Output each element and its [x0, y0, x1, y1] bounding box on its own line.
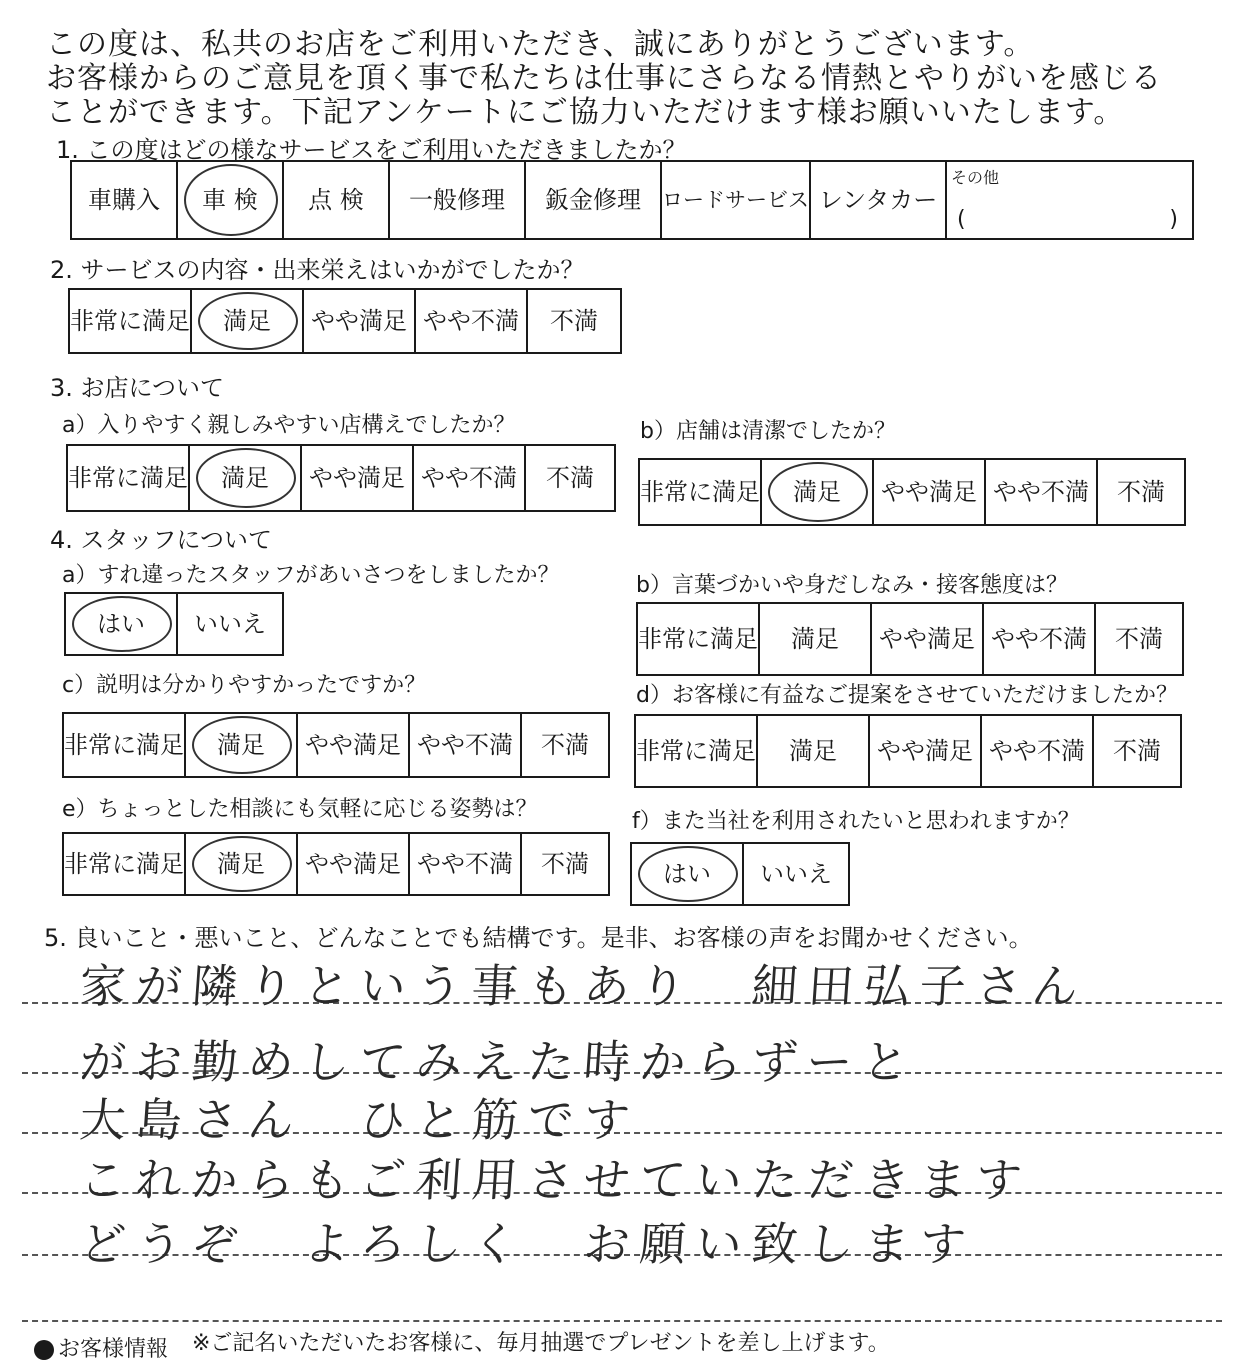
q4e-question: e）ちょっとした相談にも気軽に応じる姿勢は？ — [62, 797, 538, 822]
q4f-option-selected[interactable]: はい — [631, 843, 743, 905]
q1-other-parens: ( ) — [957, 207, 1178, 232]
q5-question: 5. 良いこと・悪いこと、どんなことでも結構です。是非、お客様の声をお聞かせください。 — [44, 924, 1033, 952]
q1-option[interactable]: レンタカー — [810, 161, 946, 239]
q3a-options — [66, 444, 616, 512]
q3a-option[interactable]: 非常に満足 — [67, 445, 189, 511]
q4e-options — [62, 832, 610, 896]
intro-line-2: お客様からのご意見を頂く事で私たちは仕事にさらなる情熱とやりがいを感じる — [46, 61, 1162, 96]
q2-option[interactable]: 不満 — [527, 289, 621, 353]
q3a-option-selected[interactable]: 満足 — [189, 445, 301, 511]
q3b-option[interactable]: 非常に満足 — [639, 459, 761, 525]
intro-line-1: この度は、私共のお店をご利用いただき、誠にありがとうございます。 — [46, 27, 1035, 62]
q4d-option[interactable]: やや満足 — [869, 715, 981, 787]
q2-option[interactable]: やや満足 — [303, 289, 415, 353]
q2-question: 2. サービスの内容・出来栄えはいかがでしたか？ — [50, 256, 585, 284]
q4b-option[interactable]: やや満足 — [871, 603, 983, 675]
intro-line-3: ことができます。下記アンケートにご協力いただけます様お願いいたします。 — [46, 95, 1125, 130]
handwritten-comment-line-4: これからもご利用させていただきます — [77, 1153, 1034, 1207]
q1-option[interactable]: 一般修理 — [389, 161, 525, 239]
q4b-option[interactable]: 非常に満足 — [637, 603, 759, 675]
q4d-option[interactable]: 満足 — [757, 715, 869, 787]
q4c-option[interactable]: 不満 — [521, 713, 609, 777]
q4d-options — [634, 714, 1182, 788]
q4d-question: d）お客様に有益なご提案をさせていただけましたか？ — [636, 683, 1178, 708]
prize-note: ※ご記名いただいたお客様に、毎月抽選でプレゼントを差し上げます。 — [192, 1331, 890, 1356]
q3a-option[interactable]: 不満 — [525, 445, 615, 511]
q1-option[interactable]: 点 検 — [283, 161, 389, 239]
q4b-option[interactable]: やや不満 — [983, 603, 1095, 675]
q4d-option[interactable]: 不満 — [1093, 715, 1181, 787]
q4b-option[interactable]: 満足 — [759, 603, 871, 675]
q4e-option[interactable]: 不満 — [521, 833, 609, 895]
q3a-option[interactable]: やや不満 — [413, 445, 525, 511]
q4b-option[interactable]: 不満 — [1095, 603, 1183, 675]
q1-option[interactable]: 鈑金修理 — [525, 161, 661, 239]
q3b-option[interactable]: やや不満 — [985, 459, 1097, 525]
q4f-option[interactable]: いいえ — [743, 843, 849, 905]
q4a-option[interactable]: いいえ — [177, 593, 283, 655]
q3b-option[interactable]: 不満 — [1097, 459, 1185, 525]
q3-heading: 3. お店について — [50, 374, 225, 402]
handwritten-comment-line-3: 大島さん ひと筋です — [77, 1093, 642, 1147]
q4d-option[interactable]: 非常に満足 — [635, 715, 757, 787]
q4e-option[interactable]: やや満足 — [297, 833, 409, 895]
handwritten-comment-line-2: がお勤めしてみえた時からずーと — [77, 1035, 921, 1089]
q1-option-selected[interactable]: 車 検 — [177, 161, 283, 239]
q4b-question: b）言葉づかいや身だしなみ・接客態度は？ — [636, 573, 1068, 598]
handwritten-comment-line-5: どうぞ よろしく お願い致します — [77, 1217, 978, 1271]
q4f-options — [630, 842, 850, 906]
q4d-option[interactable]: やや不満 — [981, 715, 1093, 787]
q2-option-selected[interactable]: 満足 — [191, 289, 303, 353]
q4c-option[interactable]: 非常に満足 — [63, 713, 185, 777]
q2-options — [68, 288, 622, 354]
q4c-option[interactable]: やや不満 — [409, 713, 521, 777]
q4b-options — [636, 602, 1184, 676]
comment-line — [22, 1320, 1222, 1322]
q4e-option[interactable]: 非常に満足 — [63, 833, 185, 895]
q3b-question: b）店舗は清潔でしたか？ — [640, 419, 896, 444]
q4c-option-selected[interactable]: 満足 — [185, 713, 297, 777]
q4e-option-selected[interactable]: 満足 — [185, 833, 297, 895]
q1-question: 1. この度はどの様なサービスをご利用いただきましたか？ — [56, 136, 687, 164]
q2-option[interactable]: 非常に満足 — [69, 289, 191, 353]
q1-option[interactable]: ロードサービス — [661, 161, 810, 239]
q4f-question: f）また当社を利用されたいと思われますか？ — [632, 809, 1080, 834]
q3b-options — [638, 458, 1186, 526]
q3a-option[interactable]: やや満足 — [301, 445, 413, 511]
q4c-option[interactable]: やや満足 — [297, 713, 409, 777]
q1-option[interactable]: 車購入 — [71, 161, 177, 239]
q4c-question: c）説明は分かりやすかったですか？ — [62, 673, 427, 698]
q3b-option[interactable]: やや満足 — [873, 459, 985, 525]
q4a-options — [64, 592, 284, 656]
q4e-option[interactable]: やや不満 — [409, 833, 521, 895]
q1-other-label: その他 — [951, 168, 1000, 187]
q4-heading: 4. スタッフについて — [50, 526, 273, 554]
q4a-question: a）すれ違ったスタッフがあいさつをしましたか？ — [62, 563, 560, 588]
q4a-option-selected[interactable]: はい — [65, 593, 177, 655]
q2-option[interactable]: やや不満 — [415, 289, 527, 353]
q3b-option-selected[interactable]: 満足 — [761, 459, 873, 525]
q3a-question: a）入りやすく親しみやすい店構えでしたか？ — [62, 413, 516, 438]
customer-info-heading: お客様情報 — [34, 1332, 168, 1363]
q1-other-field[interactable] — [946, 161, 1193, 239]
bullet-icon — [34, 1340, 54, 1360]
q1-options — [70, 160, 1194, 240]
handwritten-comment-line-1: 家が隣りという事もあり 細田弘子さん — [77, 959, 1090, 1013]
q4c-options — [62, 712, 610, 778]
